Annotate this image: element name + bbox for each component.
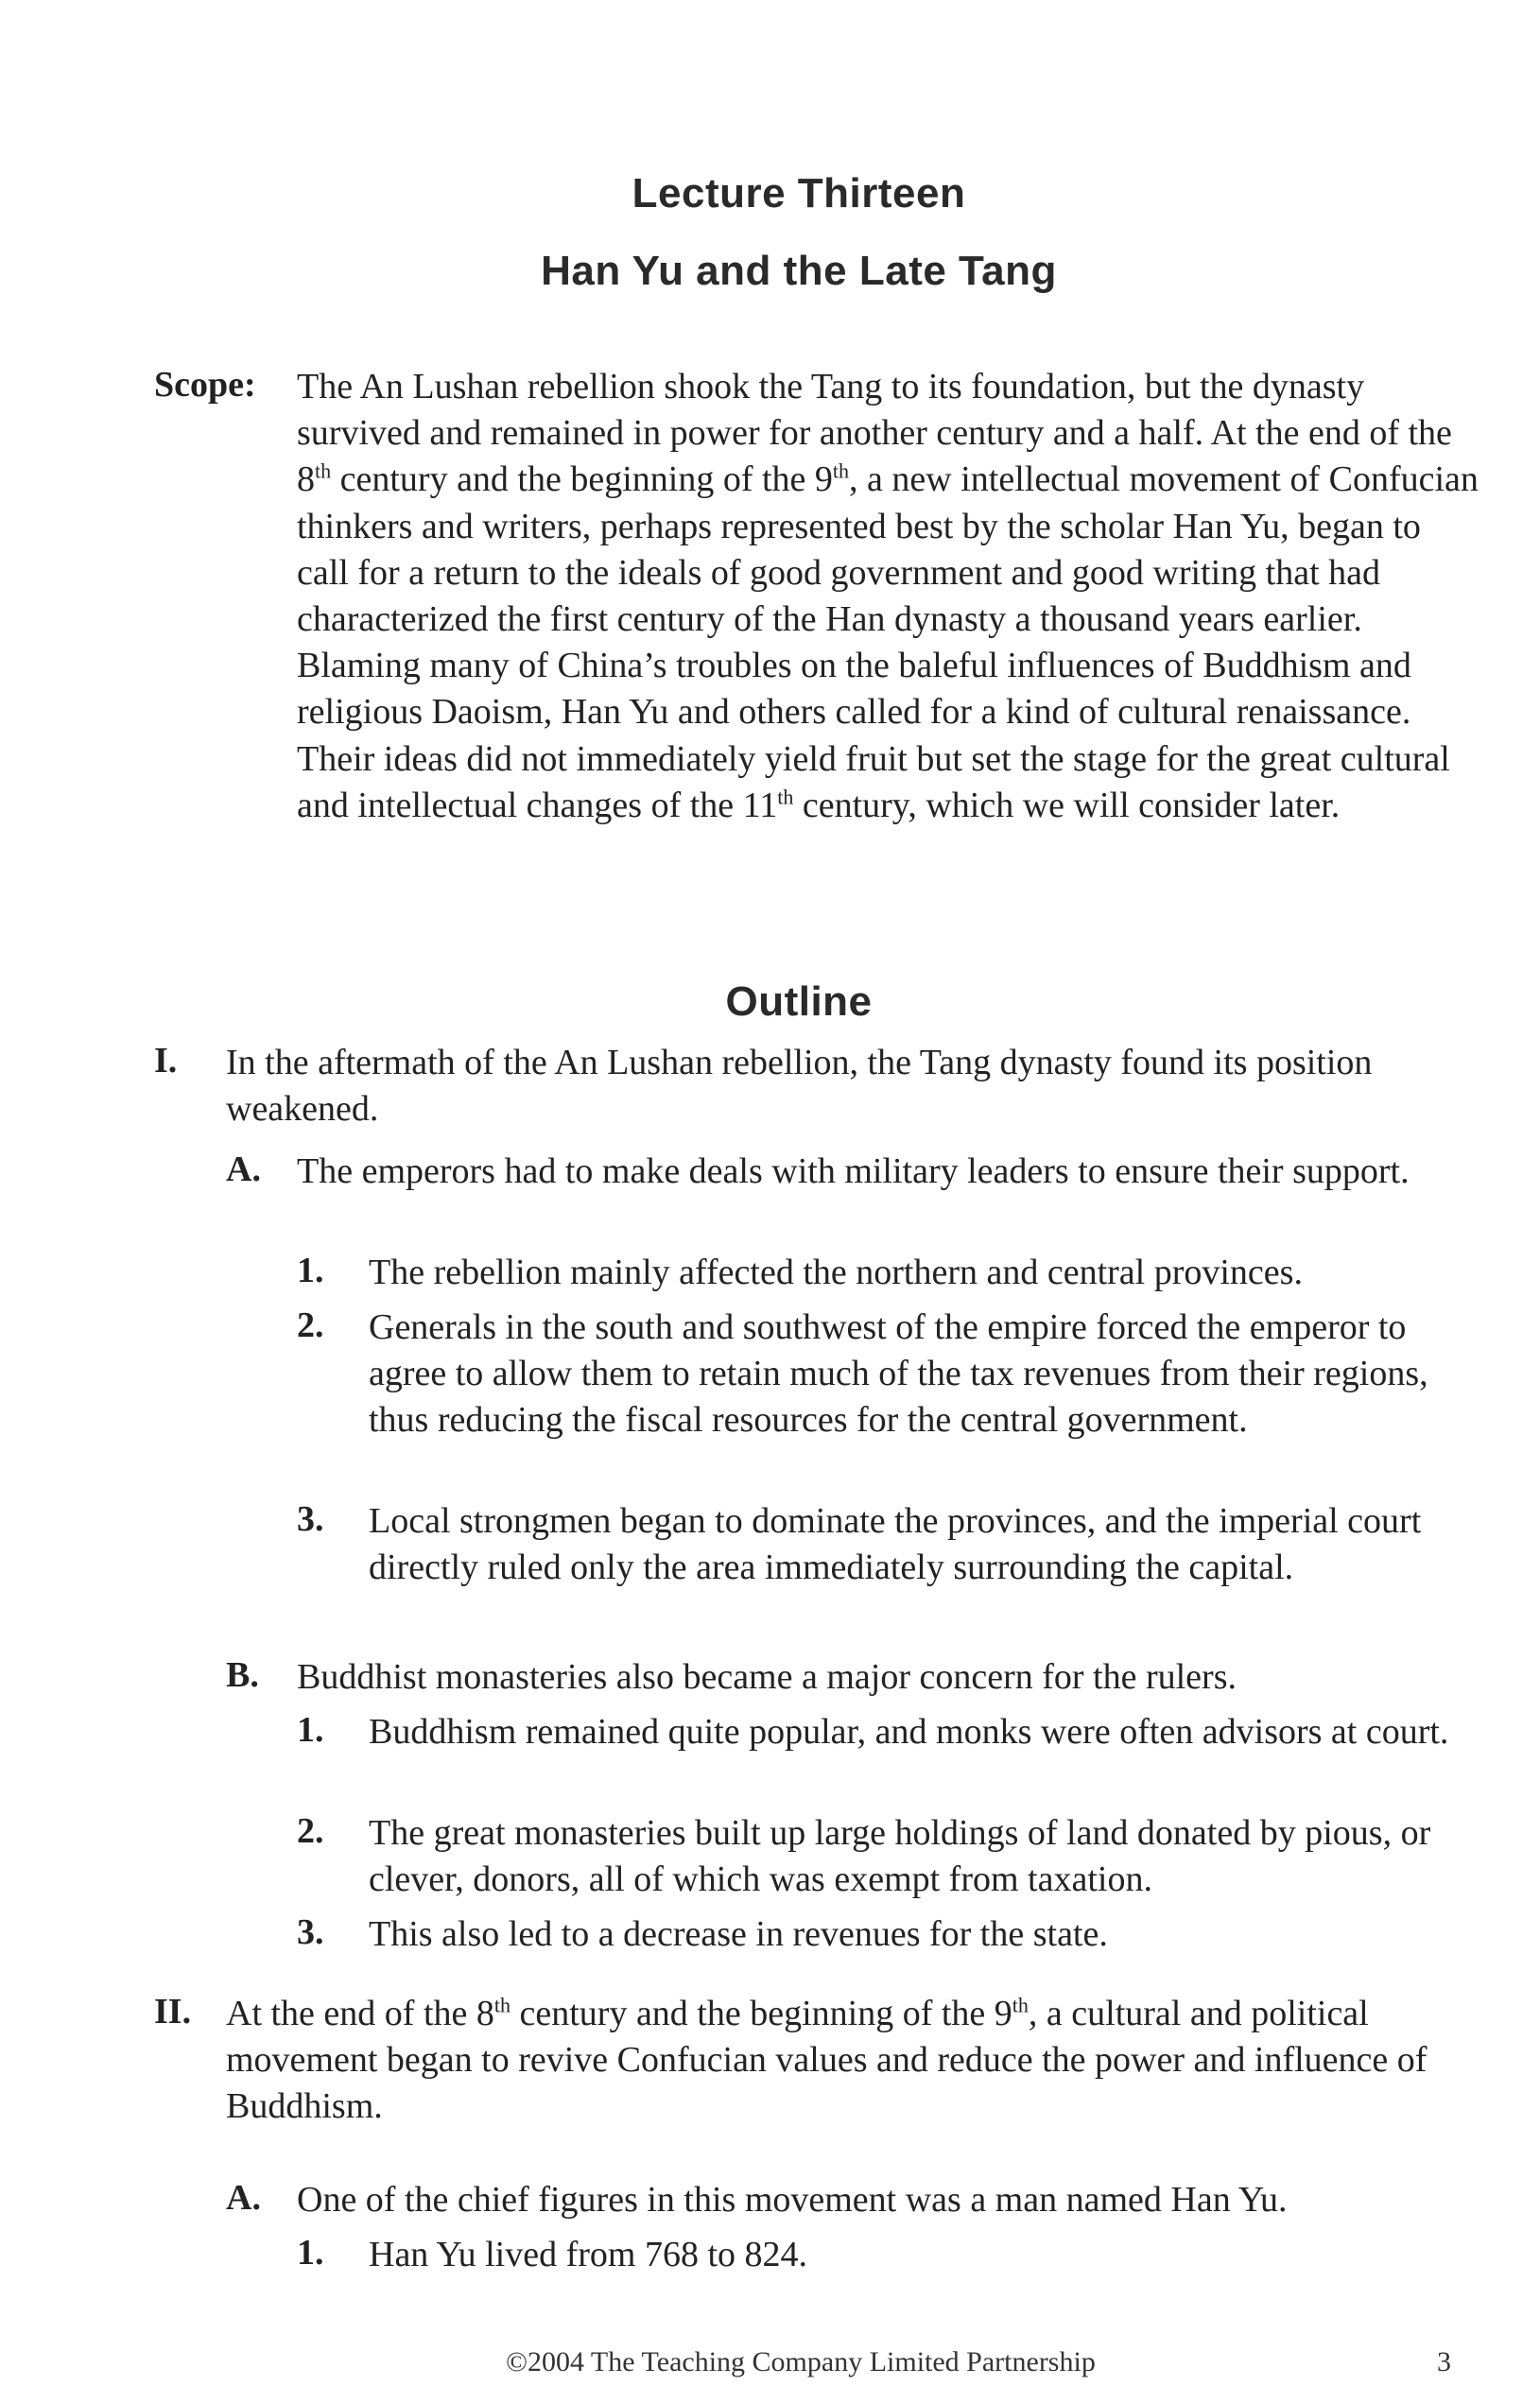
scope-sup-3: th (777, 785, 794, 809)
footer-page-number: 3 (1437, 2346, 1451, 2377)
outline-item-I-B-1: Buddhism remained quite popular, and monks were often advisors at court. (369, 1712, 1449, 1752)
outline-II-text-3: , a cultural and political movement began to revive Confucian values and reduce the power and influence of Buddhism. (226, 1994, 1428, 2126)
scope-text-2: century and the beginning of the 9 (331, 459, 833, 500)
outline-marker-II-A-1: 1. (297, 2233, 324, 2273)
scope-sup-1: th (315, 458, 332, 483)
footer-copyright: ©2004 The Teaching Company Limited Partnership (506, 2346, 1096, 2377)
scope-text-3: , a new intellectual movement of Confucian thinkers and writers, perhaps represented best by the scholar Han Yu, began to call for a return to the ideals of good government and good writing that had characterized the first century of the Han dynasty a thousand years earlier. Blaming many of China’s troubles on the baleful influences of Buddhism and religious Daoism, Han Yu and others called for a kind of cultural renaissance. Their ideas did not immediately yield fruit but set the stage for the great cultural and intellectual changes of the 11 (297, 459, 1479, 825)
outline-item-I: In the aftermath of the An Lushan rebellion, the Tang dynasty found its position weakened. (226, 1043, 1373, 1129)
outline-item-II (226, 1991, 1474, 2130)
scope-text-4: century, which we will consider later. (793, 785, 1341, 825)
outline-II-text-2: century and the beginning of the 9 (510, 1994, 1012, 2033)
outline-marker-I-B: B. (226, 1655, 259, 1695)
outline-item-I-B: Buddhist monasteries also became a major concern for the rulers. (297, 1657, 1237, 1697)
outline-II-text-1: At the end of the 8 (226, 1994, 494, 2033)
outline-item-I-B-2: The great monasteries built up large holdings of land donated by pious, or clever, donors, all of which was exempt from taxation. (369, 1813, 1431, 1899)
outline-marker-I-A-1: 1. (297, 1251, 324, 1290)
lecture-title: Han Yu and the Late Tang (541, 248, 1057, 294)
scope-paragraph (297, 364, 1479, 829)
outline-heading: Outline (725, 978, 873, 1025)
outline-item-I-A-1: The rebellion mainly affected the northern and central provinces. (369, 1253, 1303, 1292)
scope-sup-2: th (832, 458, 850, 483)
outline-marker-I-A-2: 2. (297, 1305, 324, 1345)
outline-item-I-A-3: Local strongmen began to dominate the provinces, and the imperial court directly ruled only the area immediately surrounding the capital. (369, 1501, 1422, 1587)
outline-item-II-A-1: Han Yu lived from 768 to 824. (369, 2235, 808, 2274)
scope-label: Scope: (154, 365, 256, 405)
outline-marker-I-A-3: 3. (297, 1499, 324, 1539)
outline-II-sup-1: th (493, 1993, 510, 2017)
outline-II-sup-2: th (1012, 1993, 1029, 2017)
outline-item-I-A-2: Generals in the south and southwest of the empire forced the emperor to agree to allow them to retain much of the tax revenues from their regions, thus reducing the fiscal resources for the central government. (369, 1307, 1428, 1440)
outline-marker-I-B-3: 3. (297, 1912, 324, 1952)
outline-item-I-B-3: This also led to a decrease in revenues for the state. (369, 1914, 1108, 1954)
outline-item-I-A: The emperors had to make deals with military leaders to ensure their support. (297, 1151, 1410, 1191)
outline-marker-II: II. (154, 1992, 192, 2031)
outline-marker-II-A: A. (226, 2178, 261, 2218)
outline-item-II-A: One of the chief figures in this movement was a man named Han Yu. (297, 2180, 1288, 2220)
lecture-number: Lecture Thirteen (632, 170, 966, 216)
outline-marker-I-A: A. (226, 1150, 261, 1189)
scope-text-1: The An Lushan rebellion shook the Tang to its foundation, but the dynasty survived and remained in power for another century and a half. At the end of the 8 (297, 367, 1452, 500)
outline-marker-I-B-2: 2. (297, 1811, 324, 1851)
outline-marker-I-B-1: 1. (297, 1710, 324, 1750)
outline-marker-I: I. (154, 1041, 178, 1080)
